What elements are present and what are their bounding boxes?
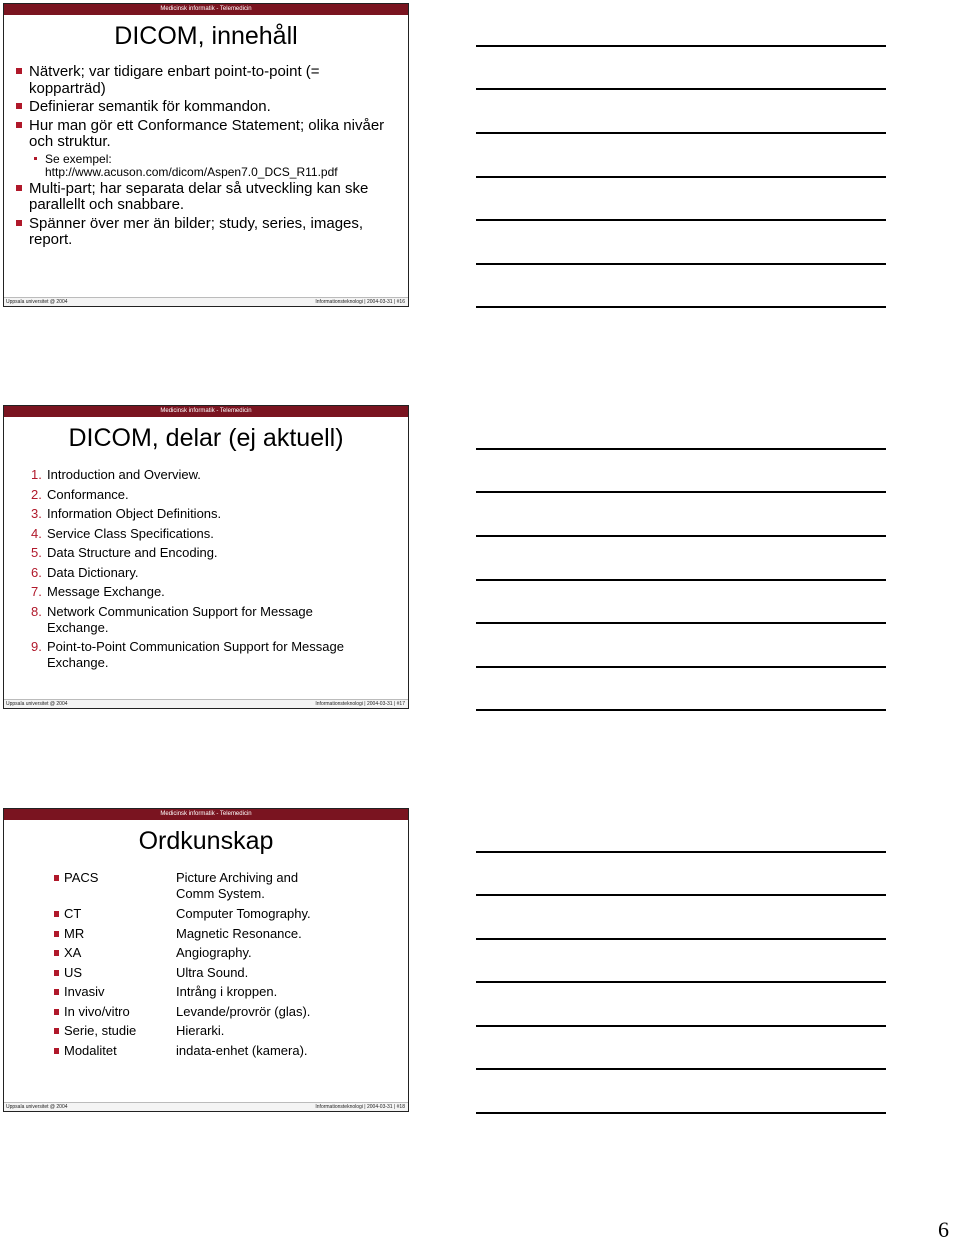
bullet-item: Spänner över mer än bilder; study, series, images, report. [13,216,397,249]
note-line [476,894,886,896]
list-item [31,565,401,581]
parts-list [31,467,401,675]
slide-title: Ordkunskap [138,827,274,855]
item-number: 2. [31,486,42,502]
note-line [476,622,886,624]
note-line [476,666,886,668]
glossary-list [52,870,402,1062]
slide-header: Medicinsk informatik - Telemedicin [4,809,408,820]
item-number: 7. [31,584,42,599]
bullet-item: Hur man gör ett Conformance Statement; olika nivåer och struktur. [13,118,397,151]
note-line [476,45,886,47]
term: XA [64,945,82,960]
note-line [476,1025,886,1027]
definition: indata-enhet (kamera). [176,1042,308,1058]
definition: Picture Archiving and Comm System. [176,870,299,901]
list-item [31,467,401,483]
list-item [31,487,401,503]
note-line [476,219,886,221]
slide-footer [4,699,408,708]
item-number: 4. [31,525,42,541]
item-text: Data Structure and Encoding. [47,545,218,560]
item-number: 8. [31,603,42,619]
glossary-item [52,945,402,965]
footer-right: Informationsteknologi | 2004-03-31 | #16 [315,299,405,305]
note-line [476,535,886,537]
item-text: Information Object Definitions. [47,506,222,521]
note-line [476,851,886,853]
list-item [31,604,331,636]
item-text: Introduction and Overview. [47,467,201,482]
note-line [476,448,886,450]
slide-16 [3,3,409,307]
term: CT [64,906,82,921]
note-line [476,579,886,581]
definition: Angiography. [176,945,252,960]
note-line [476,938,886,940]
item-text: Service Class Specifications. [47,525,214,541]
footer-left: Uppsala universitet @ 2004 [6,701,68,707]
note-line [476,263,886,265]
item-text: Conformance. [47,486,129,502]
page-number: 6 [938,1217,949,1242]
footer-left: Uppsala universitet @ 2004 [6,299,68,305]
slide-title: DICOM, innehåll [114,22,298,50]
footer-right: Informationsteknologi | 2004-03-31 | #18 [315,1104,405,1110]
item-number: 6. [31,564,42,580]
slide-header: Medicinsk informatik - Telemedicin [4,406,408,417]
note-line [476,1112,886,1114]
term: Serie, studie [64,1023,137,1038]
slide-header: Medicinsk informatik - Telemedicin [4,4,408,15]
list-item [31,506,401,522]
item-number: 3. [31,506,42,521]
sub-bullet-item: Se exempel: http://www.acuson.com/dicom/Aspen7.0_DCS_R11.pdf [13,153,397,179]
note-line [476,709,886,711]
glossary-item [52,965,402,985]
definition: Hierarki. [176,1023,225,1038]
bullet-list [13,64,397,251]
list-item [31,545,401,561]
note-line [476,176,886,178]
glossary-item [52,1043,402,1063]
item-text: Message Exchange. [47,584,165,599]
slide-title: DICOM, delar (ej aktuell) [68,424,344,452]
list-item [31,526,401,542]
footer-left: Uppsala universitet @ 2004 [6,1104,68,1110]
glossary-item [52,984,402,1004]
bullet-item: Nätverk; var tidigare enbart point-to-point (= kopparträd) [13,64,397,97]
item-number: 5. [31,545,42,560]
bullet-item: Definierar semantik för kommandon. [13,99,397,116]
definition: Ultra Sound. [176,964,249,980]
item-number: 9. [31,639,42,654]
footer-right: Informationsteknologi | 2004-03-31 | #17 [315,701,405,707]
definition: Levande/provrör (glas). [176,1003,311,1019]
slide-footer [4,297,408,306]
glossary-item [52,1023,402,1043]
glossary-item [52,906,402,926]
glossary-item [52,870,402,906]
note-line [476,306,886,308]
definition: Intrång i kroppen. [176,984,278,999]
list-item [31,584,401,600]
definition: Computer Tomography. [176,906,311,921]
item-number: 1. [31,467,42,482]
definition: Magnetic Resonance. [176,925,302,941]
item-text: Point-to-Point Communication Support for Message Exchange. [47,639,344,670]
item-text: Network Communication Support for Message Exchange. [47,603,313,635]
slide-footer [4,1102,408,1111]
note-line [476,981,886,983]
term: In vivo/vitro [64,1003,130,1019]
item-text: Data Dictionary. [47,564,139,580]
note-line [476,88,886,90]
glossary-item [52,926,402,946]
note-line [476,1068,886,1070]
note-line [476,491,886,493]
list-item [31,639,366,671]
term: Modalitet [64,1042,117,1058]
term: US [64,964,83,980]
bullet-item: Multi-part; har separata delar så utveckling kan ske parallellt och snabbare. [13,181,397,214]
term: MR [64,925,85,941]
term: Invasiv [64,984,105,999]
note-line [476,132,886,134]
term: PACS [64,870,99,885]
glossary-item [52,1004,402,1024]
